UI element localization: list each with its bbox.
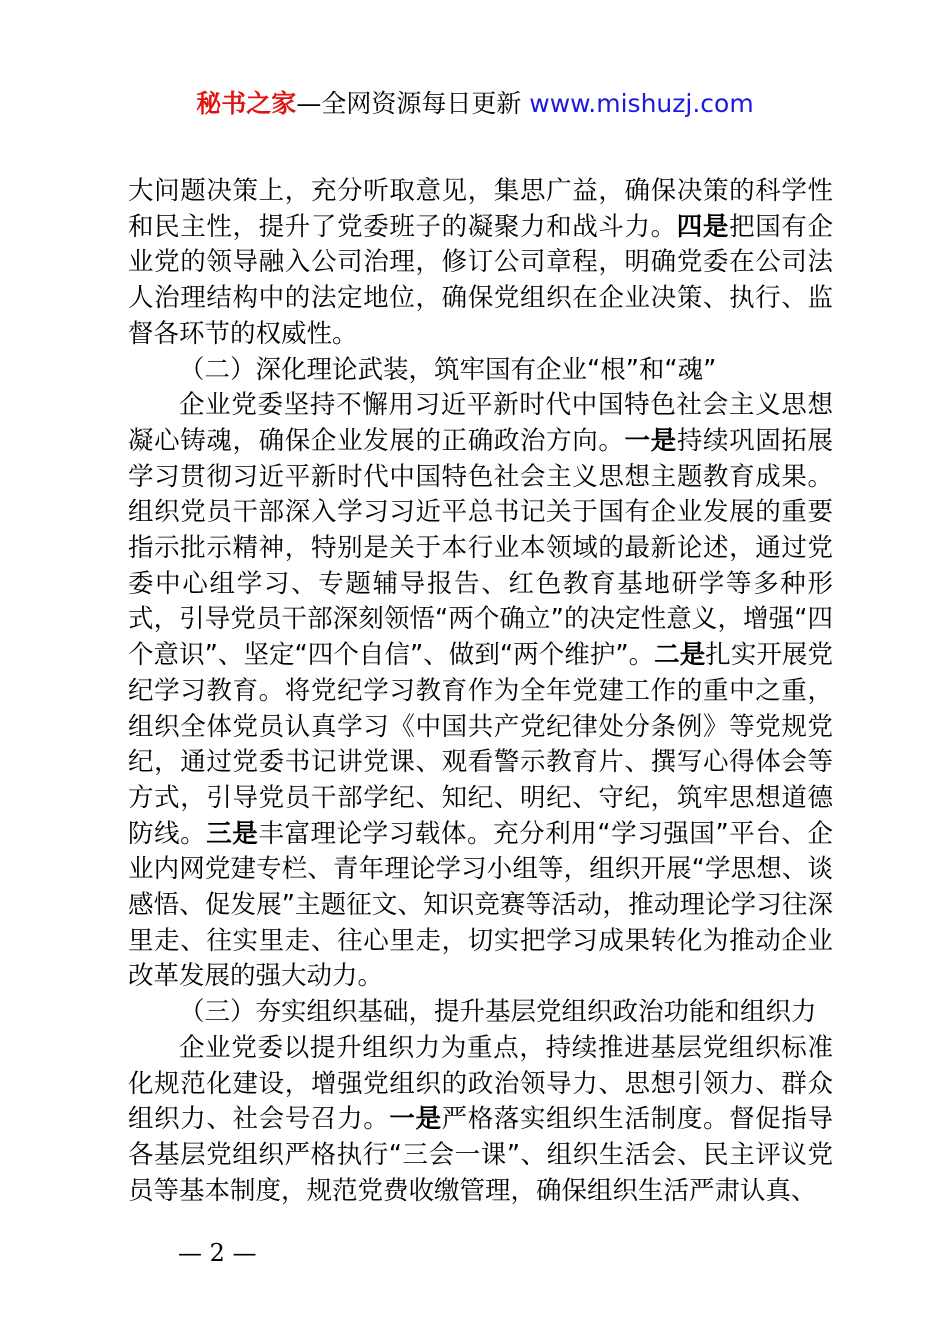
brand-name: 秘书之家 — [196, 89, 297, 118]
site-url-link[interactable]: www.mishuzj.com — [529, 89, 754, 118]
paragraph-keyword: 一是 — [624, 425, 677, 456]
section-heading-3: （三）夯实组织基础，提升基层党组织政治功能和组织力 — [179, 997, 817, 1028]
paragraph-keyword: 四是 — [676, 211, 730, 242]
document-body — [128, 174, 833, 1209]
page-number: — 2 — — [178, 1239, 257, 1267]
paragraph-text: 持续巩固拓展学习贯彻习近平新时代中国特色社会主义思想主题教育成果。组织党员干部深入学习习近平总书记关于国有企业发展的重要指示批示精神，特别是关于本行业本领域的最新论述，通过党委中心组学习、专题辅导报告、红色教育基地研学等多种形式，引导党员干部深刻领悟“两个确立”的决定性意义，增强“四个意识”、坚定“四个自信”、做到“两个维护”。 — [128, 425, 833, 671]
paragraph-text: 丰富理论学习载体。充分利用“学习强国”平台、企业内网党建专栏、青年理论学习小组等，组织开展“学思想、谈感悟、促发展”主题征文、知识竞赛等活动，推动理论学习往深里走、往实里走、往心里走，切实把学习成果转化为推动企业改革发展的强大动力。 — [128, 818, 833, 992]
paragraph-text: 扎实开展党纪学习教育。将党纪学习教育作为全年党建工作的重中之重，组织全体党员认真学习《中国共产党纪律处分条例》等党规党纪，通过党委书记讲党课、观看警示教育片、撰写心得体会等方式，引导党员干部学纪、知纪、明纪、守纪，筑牢思想道德防线。 — [128, 640, 833, 849]
paragraph-keyword: 三是 — [206, 818, 259, 849]
paragraph-text: 企业党委以提升组织力为重点，持续推进基层党组织标准化规范化建设，增强党组织的政治领导力、思想引领力、群众组织力、社会号召力。 — [128, 1032, 833, 1135]
paragraph-organization — [128, 1031, 833, 1210]
paragraph-continuation — [128, 174, 833, 353]
section-heading-2: （二）深化理论武装，筑牢国有企业“根”和“魂” — [179, 354, 717, 385]
paragraph-text: 严格落实组织生活制度。督促指导各基层党组织严格执行“三会一课”、组织生活会、民主评议党员等基本制度，规范党费收缴管理，确保组织生活严肃认真、 — [128, 1104, 833, 1206]
page-header — [0, 86, 950, 122]
paragraph-text: 大问题决策上，充分听取意见，集思广益，确保决策的科学性和民主性，提升了党委班子的凝聚力和战斗力。 — [128, 176, 833, 242]
paragraph-text: 把国有企业党的领导融入公司治理，修订公司章程，明确党委在公司法人治理结构中的法定地位，确保党组织在企业决策、执行、监督各环节的权威性。 — [128, 211, 833, 349]
paragraph-keyword: 二是 — [654, 640, 706, 671]
paragraph-keyword: 一是 — [389, 1104, 442, 1135]
paragraph-theory — [128, 388, 833, 995]
header-tagline: —全网资源每日更新 — [296, 89, 530, 118]
paragraph-text: 企业党委坚持不懈用习近平新时代中国特色社会主义思想凝心铸魂，确保企业发展的正确政治方向。 — [128, 390, 833, 456]
